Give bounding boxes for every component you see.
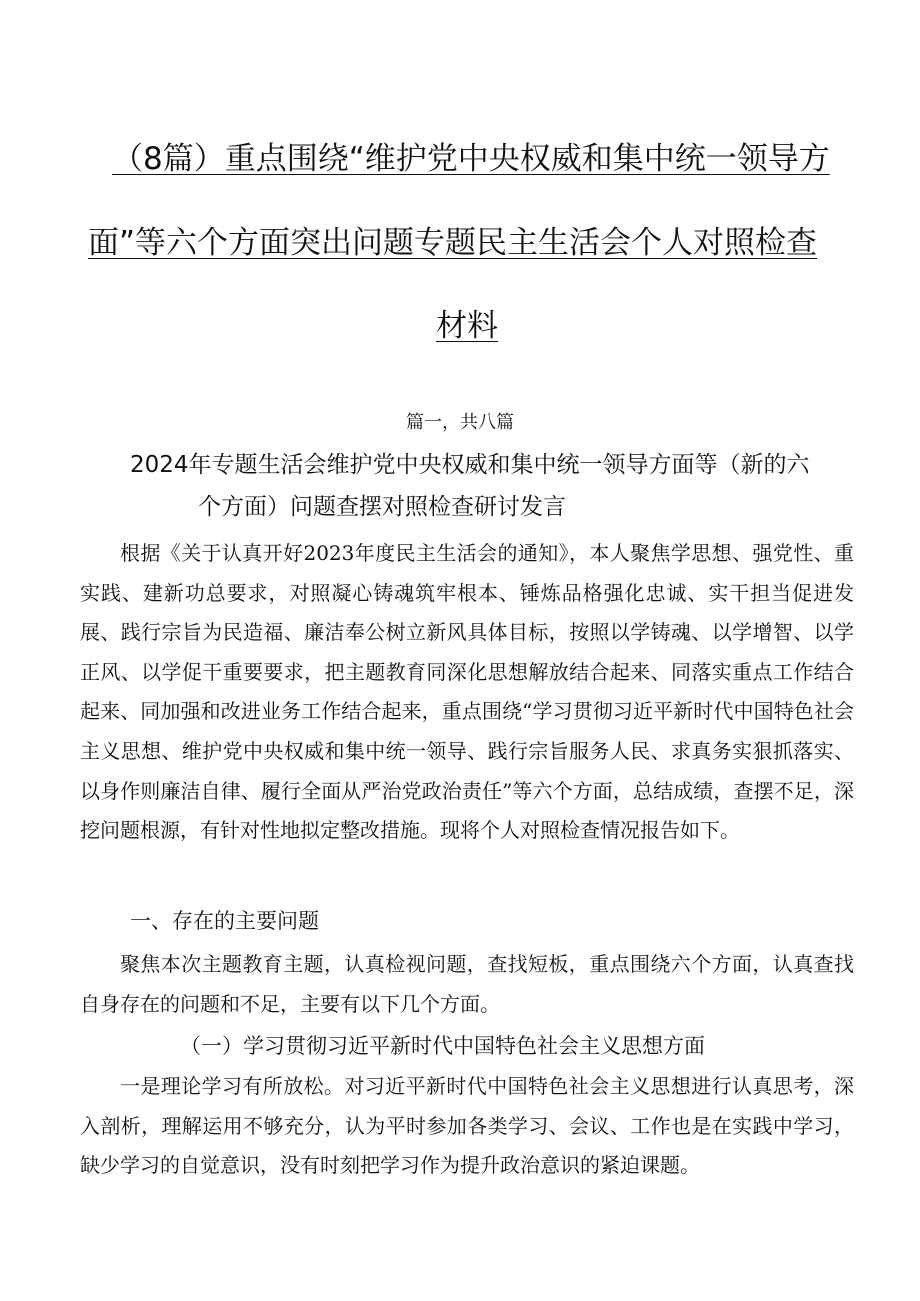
document-title-line-3: 材料 [436,308,498,344]
subtitle-line-1: 2024年专题生活会维护党中央权威和集中统一领导方面等（新的六 [130,452,810,478]
section-paragraph: 聚焦本次主题教育主题，认真检视问题，查找短板，重点围绕六个方面，认真查找自身存在的问题和不足，主要有以下几个方面。 [80,952,854,1016]
subtitle-line-2: 个方面）问题查摆对照检查研讨发言 [198,494,566,520]
part-label: 篇一，共八篇 [406,412,514,433]
intro-paragraph: 根据《关于认真开好2023年度民主生活会的通知》，本人聚焦学思想、强党性、重实践、建新功总要求，对照凝心铸魂筑牢根本、锤炼品格强化忠诚、实干担当促进发展、践行宗旨为民造福、廉洁奉公树立新风具体目标，按照以学铸魂、以学增智、以学正风、以学促干重要要求，把主题教育同深化思想解放结合起来、同落实重点工作结合起来、同加强和改进业务工作结合起来，重点围绕“学习贯彻习近平新时代中国特色社会主义思想、维护党中央权威和集中统一领导、践行宗旨服务人民、求真务实狠抓落实、以身作则廉洁自律、履行全面从严治党政治责任”等六个方面，总结成绩，查摆不足，深挖问题根源，有针对性地拟定整改措施。现将个人对照检查情况报告如下。 [80,541,854,843]
subsection-heading: （一）学习贯彻习近平新时代中国特色社会主义思想方面 [180,1034,705,1058]
subsection-paragraph: 一是理论学习有所放松。对习近平新时代中国特色社会主义思想进行认真思考，深入剖析，理解运用不够充分，认为平时参加各类学习、会议、工作也是在实践中学习，缺少学习的自觉意识，没有时刻把学习作为提升政治意识的紧迫课题。 [80,1074,854,1178]
document-title-line-1: （8篇）重点围绕“维护党中央权威和集中统一领导方 [112,141,830,177]
section-heading: 一、存在的主要问题 [130,909,319,933]
document-title-line-2: 面”等六个方面突出问题专题民主生活会个人对照检查 [88,225,818,261]
